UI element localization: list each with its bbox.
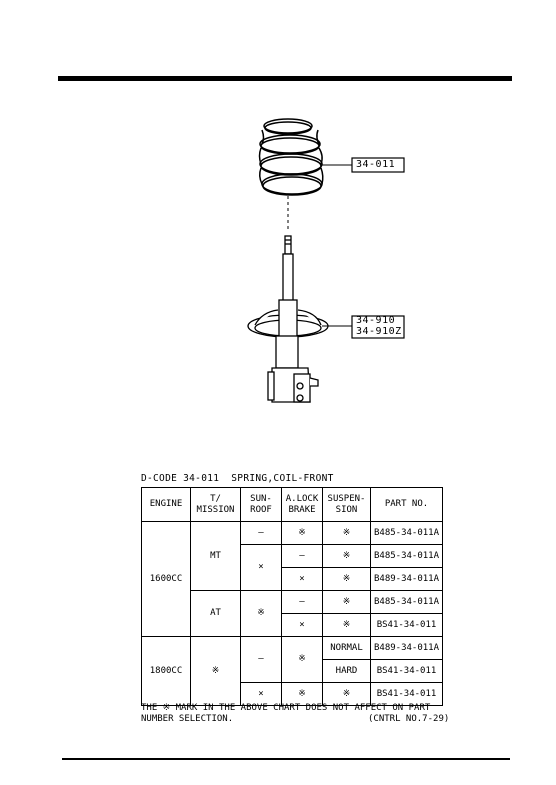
partno-cell: B485-34-011A <box>371 545 443 568</box>
suspension-cell: ※ <box>323 591 371 614</box>
partno-cell: B485-34-011A <box>371 591 443 614</box>
partno-cell: B489-34-011A <box>371 568 443 591</box>
partno-cell: B485-34-011A <box>371 522 443 545</box>
callout-strut: 34-910 <box>356 315 396 326</box>
control-number: (CNTRL NO.7-29) <box>368 714 450 724</box>
suspension-cell: ※ <box>323 522 371 545</box>
suspension-cell: ※ <box>323 545 371 568</box>
partno-cell: BS41-34-011 <box>371 683 443 706</box>
table-header-row <box>142 488 443 522</box>
sunroof-cell: × <box>241 683 282 706</box>
header-mission: T/ MISSION <box>191 488 241 522</box>
mission-cell: ※ <box>191 637 241 706</box>
engine-cell: 1800CC <box>142 637 191 706</box>
header-engine: ENGINE <box>142 488 191 522</box>
suspension-cell: ※ <box>323 568 371 591</box>
header-partno: PART NO. <box>371 488 443 522</box>
dcode-heading: D-CODE 34-011 SPRING,COIL-FRONT <box>141 473 334 484</box>
suspension-cell: NORMAL <box>323 637 371 660</box>
alock-cell: × <box>282 568 323 591</box>
alock-cell: ※ <box>282 522 323 545</box>
alock-cell: — <box>282 591 323 614</box>
bottom-rule <box>62 758 510 760</box>
coil-spring-illustration <box>260 119 323 195</box>
sunroof-cell: — <box>241 637 282 683</box>
suspension-cell: HARD <box>323 660 371 683</box>
suspension-cell: ※ <box>323 614 371 637</box>
table-row <box>142 522 443 545</box>
mission-cell: MT <box>191 522 241 591</box>
sunroof-cell: ※ <box>241 591 282 637</box>
parts-table <box>141 487 443 706</box>
alock-cell: — <box>282 545 323 568</box>
partno-cell: BS41-34-011 <box>371 614 443 637</box>
shock-absorber-illustration <box>248 236 328 402</box>
suspension-cell: ※ <box>323 683 371 706</box>
table-row <box>142 637 443 660</box>
partno-cell: BS41-34-011 <box>371 660 443 683</box>
partno-cell: B489-34-011A <box>371 637 443 660</box>
alock-cell: ※ <box>282 637 323 683</box>
sunroof-cell: × <box>241 545 282 591</box>
engine-cell: 1600CC <box>142 522 191 637</box>
callout-strut-alt: 34-910Z <box>356 326 402 337</box>
alock-cell: ※ <box>282 683 323 706</box>
footnote: THE ※ MARK IN THE ABOVE CHART DOES NOT AFFECT ON PART NUMBER SELECTION. <box>141 703 431 724</box>
header-sunroof: SUN- ROOF <box>241 488 282 522</box>
alock-cell: × <box>282 614 323 637</box>
header-suspension: SUSPEN- SION <box>323 488 371 522</box>
mission-cell: AT <box>191 591 241 637</box>
sunroof-cell: — <box>241 522 282 545</box>
header-alock: A.LOCK BRAKE <box>282 488 323 522</box>
callout-spring: 34-011 <box>356 159 396 170</box>
